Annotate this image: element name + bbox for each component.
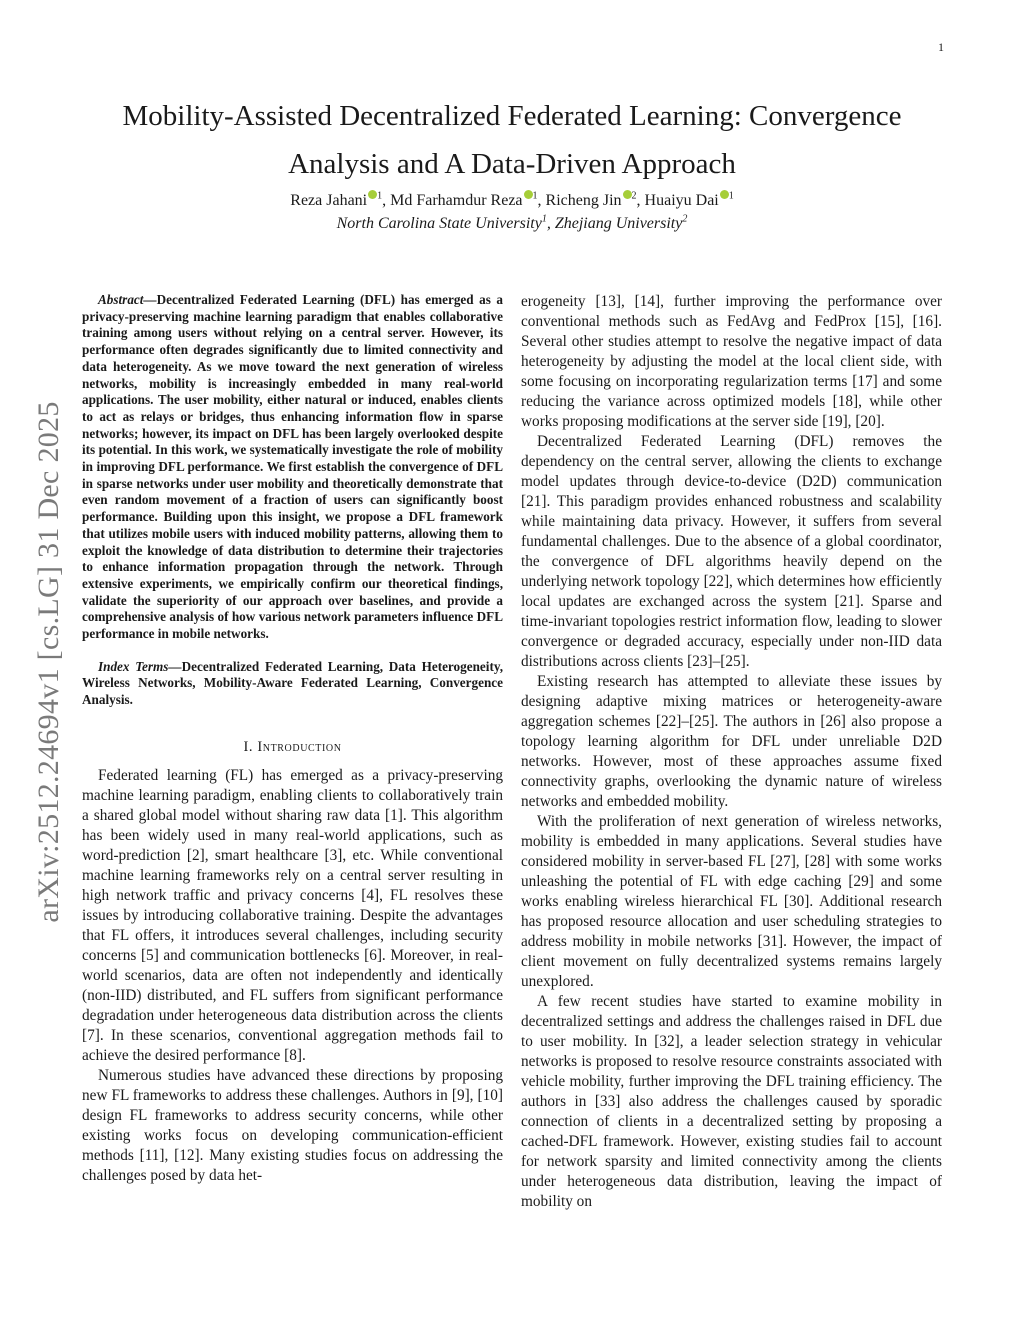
page-number: 1 — [938, 40, 944, 54]
affiliation-mark: 1 — [541, 213, 547, 225]
author-affiliation-mark: 1 — [377, 190, 383, 202]
abstract-text: Decentralized Federated Learning (DFL) has emerged as a privacy-preserving machine learning paradigm that enables collaborative training among users without relying on a central server. However, its performance often degrades significantly due to limited connectivity and data heterogeneity. As we move toward the next generation of wireless networks, mobility is increasingly embedded in many real-world applications. The user mobility, either natural or induced, enables clients to act as relays or bridges, thus enhancing information flow in sparse networks; however, its impact on DFL has been largely overlooked despite its potential. In this work, we systematically investigate the role of mobility in improving DFL performance. We first establish the convergence of DFL in sparse networks under user mobility and theoretically demonstrate that even random movement of a fraction of users can significantly boost performance. Building upon this insight, we propose a DFL framework that utilizes mobile users with induced mobility patterns, allowing them to exploit the knowledge of data distribution to determine their trajectories to enhance information propagation through the network. Through extensive experiments, we empirically confirm our theoretical findings, validate the superiority of our approach over baselines, and provide a comprehensive analysis of how various network parameters influence DFL performance in mobile networks. — [82, 292, 503, 642]
orcid-icon[interactable] — [720, 190, 729, 199]
index-terms — [82, 659, 503, 709]
orcid-icon[interactable] — [368, 190, 377, 199]
abstract — [82, 292, 503, 643]
author-affiliation-mark: 1 — [532, 190, 538, 202]
author-affiliation-mark: 2 — [631, 190, 637, 202]
paragraph: With the proliferation of next generation of wireless networks, mobility is embedded in many applications. Several studies have considered mobility in server-based FL [27], [28] with some works unleashing the potential of FL with edge caching [29] and some works enabling wireless hierarchical FL [30]. Additional research has proposed resource allocation and user scheduling strategies to address mobility in mobile networks [31]. However, the impact of client movement on fully decentralized systems remains largely unexplored. — [521, 813, 942, 990]
orcid-icon[interactable] — [524, 190, 533, 199]
paragraph: Numerous studies have advanced these directions by proposing new FL frameworks to address these challenges. Authors in [9], [10] design FL frameworks to address security concerns, while other existing works focus on developing communication-efficient methods [11], [12]. Many existing studies focus on addressing the challenges posed by data het- — [82, 1066, 503, 1184]
paragraph: A few recent studies have started to examine mobility in decentralized settings and address the challenges raised in DFL due to user mobility. In [32], a leader selection strategy in vehicular networks is proposed to resolve resource constraints associated with vehicle mobility, further improving the DFL training efficiency. The authors in [33] also address the challenges caused by sporadic connection of clients in a decentralized setting by proposing a cached-DFL framework. However, existing studies fail to account for network sparsity and limited connectivity among the clients under heterogeneous data distribution, leaving the impact of mobility on — [521, 993, 942, 1210]
affiliation-name: Zhejiang University — [554, 215, 683, 232]
paper-title: Mobility-Assisted Decentralized Federated Learning: Convergence Analysis and A Data-Driven Approach — [122, 100, 902, 180]
left-column — [82, 292, 503, 1186]
orcid-icon[interactable] — [623, 190, 632, 199]
right-column — [521, 292, 942, 1212]
author-affiliation-mark: 1 — [728, 190, 734, 202]
author-list: Reza Jahani $^1$, Md Farhamdur Reza $^1$, Richeng Jin $^2$, Huaiyu Dai $^1$ — [290, 190, 734, 209]
paragraph: Existing research has attempted to alleviate these issues by designing adaptive mixing matrices or heterogeneity-aware aggregation schemes [22]–[25]. The authors in [26] also propose a topology learning algorithm for DFL under unreliable D2D networks. However, most of these approaches assume fixed connectivity graphs, overlooking the dynamic nature of wireless networks and embedded mobility. — [521, 673, 942, 810]
author-name: Md Farhamdur Reza — [390, 192, 523, 209]
index-terms-text: Decentralized Federated Learning, Data Heterogeneity, Wireless Networks, Mobility-Aware Federated Learning, Convergence Analysis. — [82, 658, 503, 708]
author-name: Reza Jahani — [290, 192, 368, 209]
affiliation-mark: 2 — [682, 213, 688, 225]
affiliation-name: North Carolina State University — [336, 215, 542, 232]
paragraph: erogeneity [13], [14], further improving the performance over conventional methods such as FedAvg and FedProx [15], [16]. Several other studies attempt to resolve the negative impact of data heterogeneity by adjusting the model at the local client side, with some focusing on incorporating regularization terms [17] and some reducing the variance across optimized models [18], while other works proposing modifications at the server side [19], [20]. — [521, 293, 942, 430]
abstract-label: Abstract— — [98, 292, 157, 307]
index-terms-label: Index Terms— — [98, 658, 182, 674]
paragraph: Decentralized Federated Learning (DFL) removes the dependency on the central server, allowing the clients to exchange model updates through device-to-device (D2D) communication [21]. This paradigm provides enhanced robustness and scalability while maintaining data privacy. However, it suffers from several fundamental challenges. Due to the absence of a global coordinator, the convergence of DFL algorithms heavily depend on the underlying network topology [22], which determines how efficiently local updates are exchanged across the system [21]. Sparse and time-invariant topologies restrict information flow, leading to slower convergence or degraded accuracy, especially under non-IID data distributions across clients [23]–[25]. — [521, 433, 942, 670]
arxiv-stamp: arXiv:2512.24694v1 [cs.LG] 31 Dec 2025 — [32, 401, 65, 923]
affiliations: North Carolina State University$^1$, Zhejiang University$^2$ — [336, 213, 688, 232]
author-name: Huaiyu Dai — [644, 192, 719, 209]
section-heading: I. Introduction — [243, 738, 342, 755]
paragraph: Federated learning (FL) has emerged as a privacy-preserving machine learning paradigm, enabling clients to collaboratively train a shared global model without sharing raw data [1]. This algorithm has been widely used in many real-world applications, such as word-prediction [2], smart healthcare [3], etc. While conventional machine learning frameworks rely on a central server resulting in high network traffic and privacy concerns [4], FL resolves these issues by introducing collaborative training. Despite the advantages that FL offers, it introduces several challenges, including security concerns [5] and communication bottlenecks [6]. Moreover, in real-world scenarios, data are often not independently and identically (non-IID) distributed, and FL suffers from significant performance degradation under heterogeneous data distribution across the clients [7]. In these scenarios, conventional aggregation methods fail to achieve the desired performance [8]. — [82, 766, 503, 1064]
author-name: Richeng Jin — [545, 192, 622, 209]
